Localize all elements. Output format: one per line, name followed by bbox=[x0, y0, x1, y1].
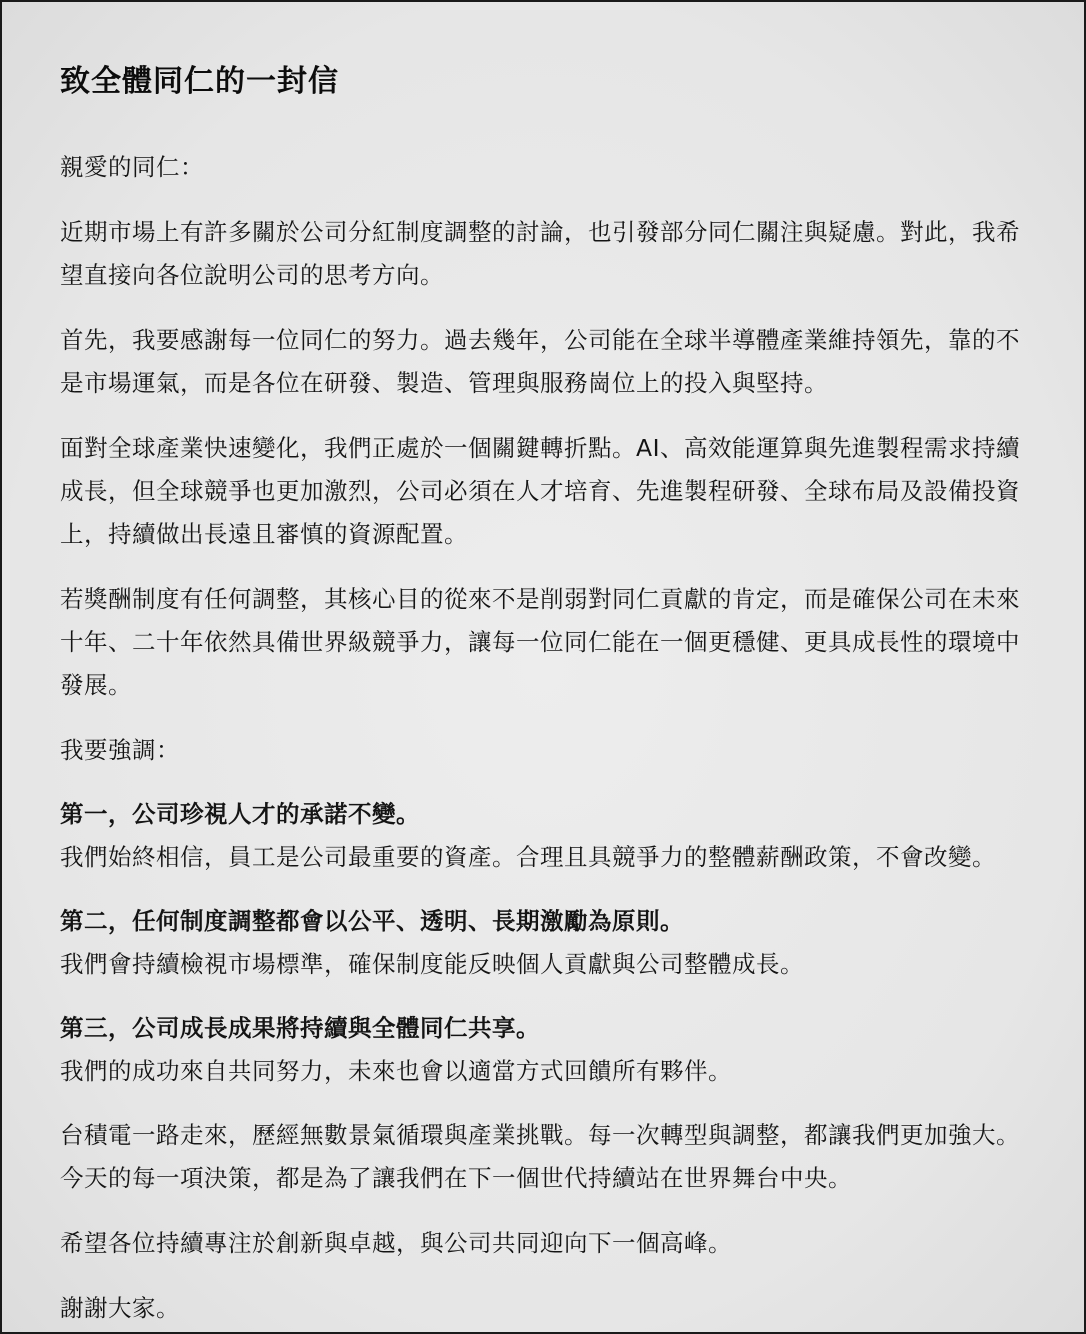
letter-title: 致全體同仁的一封信 bbox=[60, 64, 339, 99]
paragraph-6: 希望各位持續專注於創新與卓越，與公司共同迎向下一個高峰。 bbox=[60, 1229, 732, 1257]
point-2-body: 我們會持續檢視市場標準，確保制度能反映個人貢獻與公司整體成長。 bbox=[60, 950, 804, 978]
paragraph-5: 台積電一路走來，歷經無數景氣循環與產業挑戰。每一次轉型與調整，都讓我們更加強大。今天的每一項決策，都是為了讓我們在下一個世代持續站在世界舞台中央。 bbox=[60, 1121, 1020, 1192]
letter-body bbox=[60, 60, 1040, 1330]
point-2-heading: 第二，任何制度調整都會以公平、透明、長期激勵為原則。 bbox=[60, 907, 684, 935]
closing: 謝謝大家。 bbox=[60, 1294, 180, 1322]
point-1-heading: 第一，公司珍視人才的承諾不變。 bbox=[60, 800, 420, 828]
point-1-body: 我們始終相信，員工是公司最重要的資產。合理且具競爭力的整體薪酬政策，不會改變。 bbox=[60, 843, 996, 871]
paragraph-1: 近期市場上有許多關於公司分紅制度調整的討論，也引發部分同仁關注與疑慮。對此，我希望直接向各位說明公司的思考方向。 bbox=[60, 218, 1020, 289]
greeting: 親愛的同仁： bbox=[60, 153, 204, 181]
emphasis-intro: 我要強調： bbox=[60, 736, 180, 764]
paragraph-3: 面對全球產業快速變化，我們正處於一個關鍵轉折點。AI、高效能運算與先進製程需求持續成長，但全球競爭也更加激烈，公司必須在人才培育、先進製程研發、全球布局及設備投資上，持續做出長遠且審慎的資源配置。 bbox=[60, 434, 1021, 548]
point-3-heading: 第三，公司成長成果將持續與全體同仁共享。 bbox=[60, 1014, 540, 1042]
paragraph-4: 若獎酬制度有任何調整，其核心目的從來不是削弱對同仁貢獻的肯定，而是確保公司在未來十年、二十年依然具備世界級競爭力，讓每一位同仁能在一個更穩健、更具成長性的環境中發展。 bbox=[60, 585, 1020, 699]
paragraph-2: 首先，我要感謝每一位同仁的努力。過去幾年，公司能在全球半導體產業維持領先，靠的不是市場運氣，而是各位在研發、製造、管理與服務崗位上的投入與堅持。 bbox=[60, 326, 1020, 397]
point-3-body: 我們的成功來自共同努力，未來也會以適當方式回饋所有夥伴。 bbox=[60, 1057, 732, 1085]
